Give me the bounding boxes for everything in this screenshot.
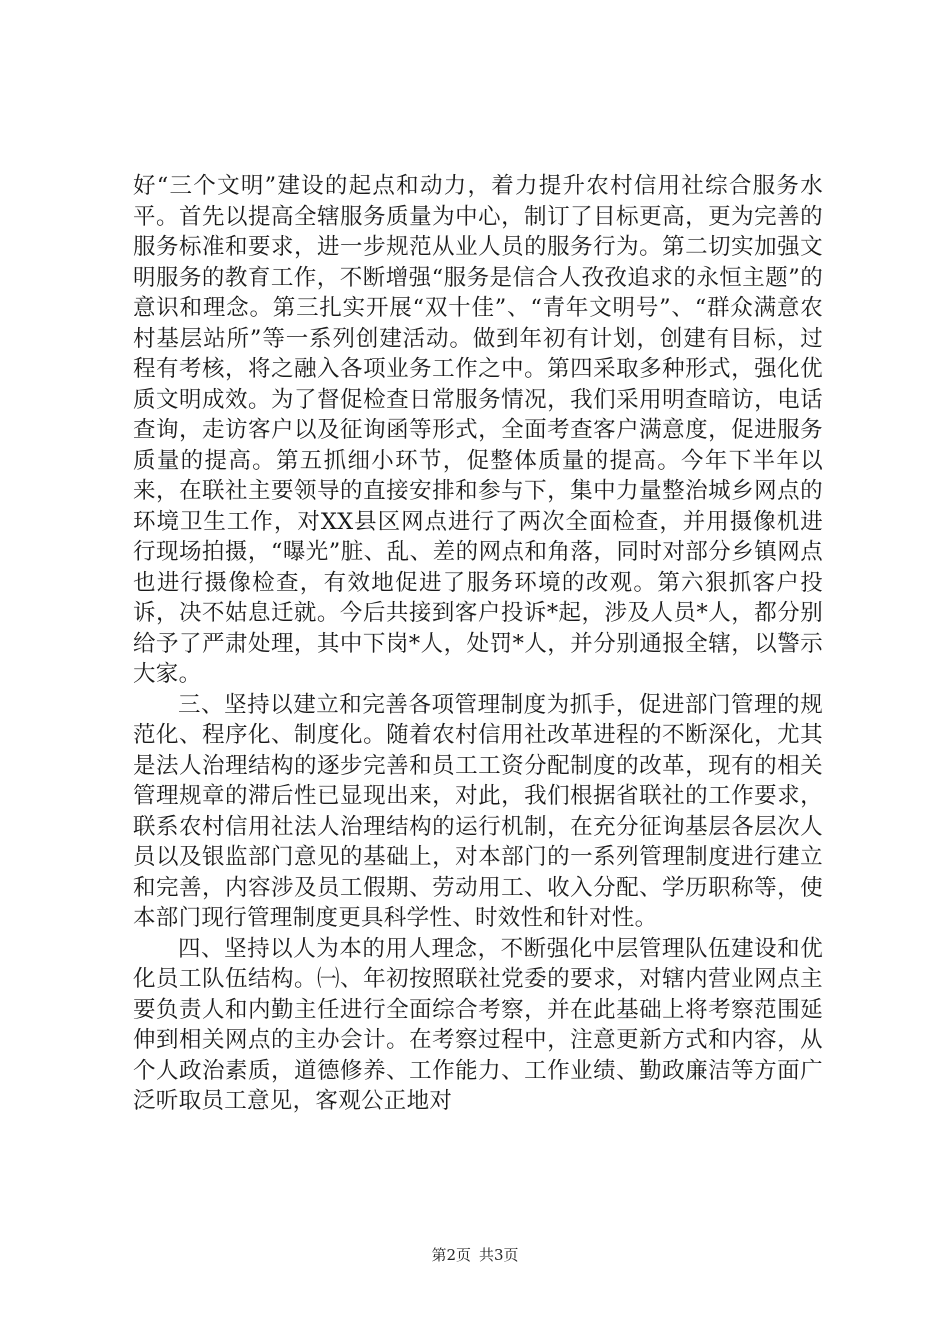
page-footer [0, 1245, 950, 1265]
paragraph-continuation: 好“三个文明”建设的起点和动力，着力提升农村信用社综合服务水平。首先以提高全辖服务质量为中心，制订了目标更高，更为完善的服务标准和要求，进一步规范从业人员的服务行为。第二切实加强文明服务的教育工作，不断增强“服务是信合人孜孜追求的永恒主题”的意识和理念。第三扎实开展“双十佳”、“青年文明号”、“群众满意农村基层站所”等一系列创建活动。做到年初有计划，创建有目标，过程有考核，将之融入各项业务工作之中。第四采取多种形式，强化优质文明成效。为了督促检查日常服务情况，我们采用明查暗访，电话查询，走访客户以及征询函等形式，全面考查客户满意度，促进服务质量的提高。第五抓细小环节，促整体质量的提高。今年下半年以来，在联社主要领导的直接安排和参与下，集中力量整治城乡网点的环境卫生工作，对XX县区网点进行了两次全面检查，并用摄像机进行现场拍摄，“曝光”脏、乱、差的网点和角落，同时对部分乡镇网点也进行摄像检查，有效地促进了服务环境的改观。第六狠抓客户投诉，决不姑息迁就。今后共接到客户投诉*起，涉及人员*人，都分别给予了严肃处理，其中下岗*人，处罚*人，并分别通报全辖，以警示大家。 [133, 173, 823, 687]
paragraph-section-four: 四、坚持以人为本的用人理念，不断强化中层管理队伍建设和优化员工队伍结构。㈠、年初按照联社党委的要求，对辖内营业网点主要负责人和内勤主任进行全面综合考察，并在此基础上将考察范围延伸到相关网点的主办会计。在考察过程中，注意更新方式和内容，从个人政治素质，道德修养、工作能力、工作业绩、勤政廉洁等方面广泛听取员工意见，客观公正地对 [133, 935, 823, 1114]
document-body [133, 171, 823, 1117]
paragraph-section-three: 三、坚持以建立和完善各项管理制度为抓手，促进部门管理的规范化、程序化、制度化。随着农村信用社改革进程的不断深化，尤其是法人治理结构的逐步完善和员工工资分配制度的改革，现有的相关管理规章的滞后性已显现出来，对此，我们根据省联社的工作要求，联系农村信用社法人治理结构的运行机制，在充分征询基层各层次人员以及银监部门意见的基础上，对本部门的一系列管理制度进行建立和完善，内容涉及员工假期、劳动用工、收入分配、学历职称等，使本部门现行管理制度更具科学性、时效性和针对性。 [133, 691, 823, 931]
page-total: 共3页 [479, 1246, 519, 1264]
page-number: 第2页 [431, 1246, 471, 1264]
